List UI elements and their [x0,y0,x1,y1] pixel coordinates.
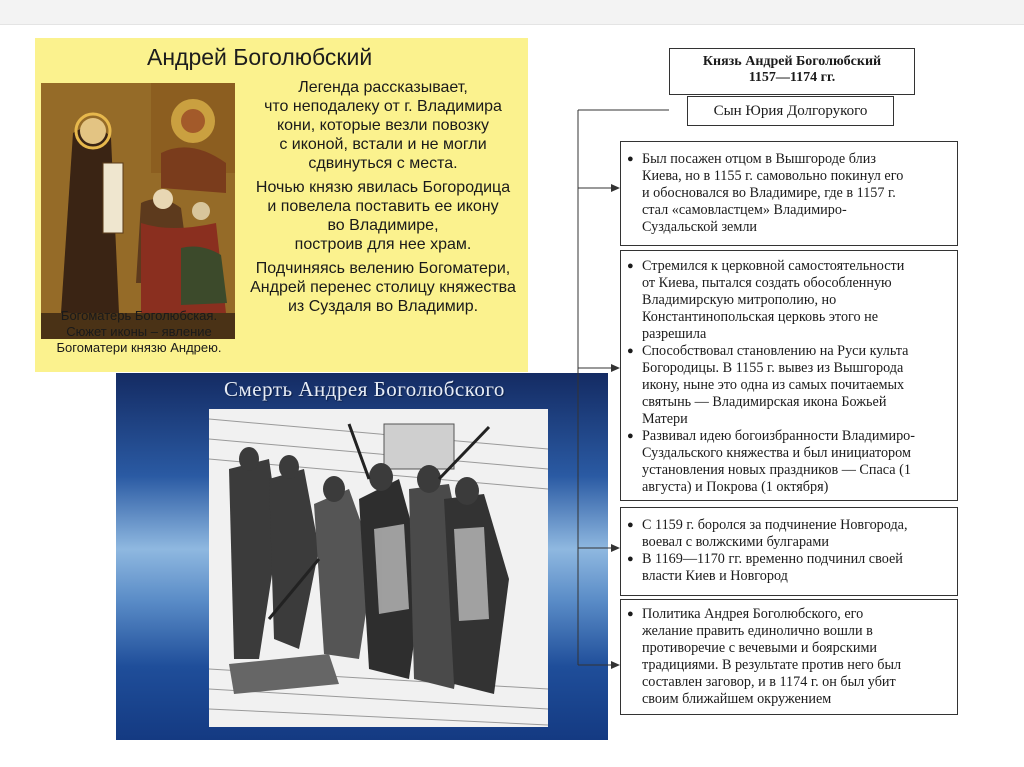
fact-line: Киева, но в 1155 г. самовольно покинул его [642,168,904,184]
fact-item [621,428,957,496]
fact-line: от Киева, пытался создать обособленную [642,275,892,291]
fact-line: икону, ныне это одна из самых почитаемых [642,377,905,393]
icon-caption-line: Сюжет иконы – явление [66,324,212,339]
fact-line: ● Был посажен отцом в Вышгороде близ [642,151,876,167]
fact-line: своим ближайшем окружением [642,691,832,707]
legend-line: что неподалеку от г. Владимира [264,98,502,115]
icon-image [41,83,235,339]
prince-header-box [669,48,915,95]
legend-paragraph [233,78,533,173]
legend-line: Ночью князю явилась Богородица [255,179,511,196]
fact-line: противоречие с вечевыми и боярскими [642,640,878,656]
fact-line: ● Политика Андрея Боголюбского, его [642,606,864,622]
legend-line: сдвинуться с места. [308,155,458,172]
yellow-panel [35,38,528,372]
fact-line: стал «самовластцем» Владимиро- [642,202,847,218]
fact-item [621,517,957,551]
icon-caption-line: Богоматери князю Андрею. [56,340,222,355]
legend-line: из Суздаля во Владимир. [287,298,479,315]
fact-box-3 [620,507,958,596]
legend-line: Легенда рассказывает, [298,79,468,96]
top-bar [0,0,1024,25]
fact-line: ● В 1169—1170 гг. временно подчинил своей [642,551,903,567]
legend-line: кони, которые везли повозку [276,117,490,134]
engraving-image [209,409,548,727]
fact-line: Суздальского княжества и был инициатором [642,445,911,461]
fact-line: Матери [642,411,688,427]
fact-line: и обосновался во Владимире, где в 1157 г. [642,185,896,201]
fact-line: желание править единолично вошли в [642,623,873,639]
fact-line: воевал с волжскими булгарами [642,534,829,550]
prince-years: 1157—1174 гг. [748,70,836,85]
fact-line: Суздальской земли [642,219,757,235]
fact-line: установления новых праздников — Спаса (1 [642,462,911,478]
fact-item [621,258,957,343]
legend-line: во Владимире, [327,217,439,234]
fact-item [621,551,957,585]
icon-caption [39,308,239,356]
legend-paragraph [233,259,533,316]
yellow-panel-title: Андрей Боголюбский [147,44,373,70]
fact-item [621,606,957,708]
legend-line: с иконой, встали и не могли [279,136,487,153]
fact-line: ● Способствовал становлению на Руси культа [642,343,909,359]
son-of-box: Сын Юрия Долгорукого [687,96,894,126]
fact-line: ● С 1159 г. боролся за подчинение Новгорода, [642,517,908,533]
fact-line: власти Киев и Новгород [642,568,788,584]
legend-line: построив для нее храм. [294,236,472,253]
legend-line: Андрей перенес столицу княжества [250,279,516,296]
legend-line: и повелела поставить ее икону [267,198,499,215]
fact-line: Владимирскую митрополию, но [642,292,837,308]
legend-paragraph [233,178,533,254]
blue-panel [116,373,608,740]
fact-box-4 [620,599,958,715]
fact-line: святынь — Владимирская икона Божьей [642,394,887,410]
fact-line: разрешила [642,326,707,342]
legend-text [233,78,533,321]
fact-line: Богородицы. В 1155 г. вывез из Вышгорода [642,360,904,376]
legend-line: Подчиняясь велению Богоматери, [255,260,511,277]
fact-line: составлен заговор, и в 1174 г. он был убит [642,674,896,690]
icon-caption-line: Богоматерь Боголюбская. [60,308,218,323]
fact-item [621,151,957,236]
fact-item [621,343,957,428]
blue-panel-title: Смерть Андрея Боголюбского [224,377,505,401]
fact-line: августа) и Покрова (1 октября) [642,479,829,495]
fact-line: традициями. В результате против него был [642,657,902,673]
fact-line: Константинопольская церковь этого не [642,309,879,325]
fact-line: ● Развивал идею богоизбранности Владимиро- [642,428,915,444]
fact-line: ● Стремился к церковной самостоятельности [642,258,905,274]
fact-box-2 [620,250,958,501]
fact-box-1 [620,141,958,246]
prince-title: Князь Андрей Боголюбский [702,54,882,69]
